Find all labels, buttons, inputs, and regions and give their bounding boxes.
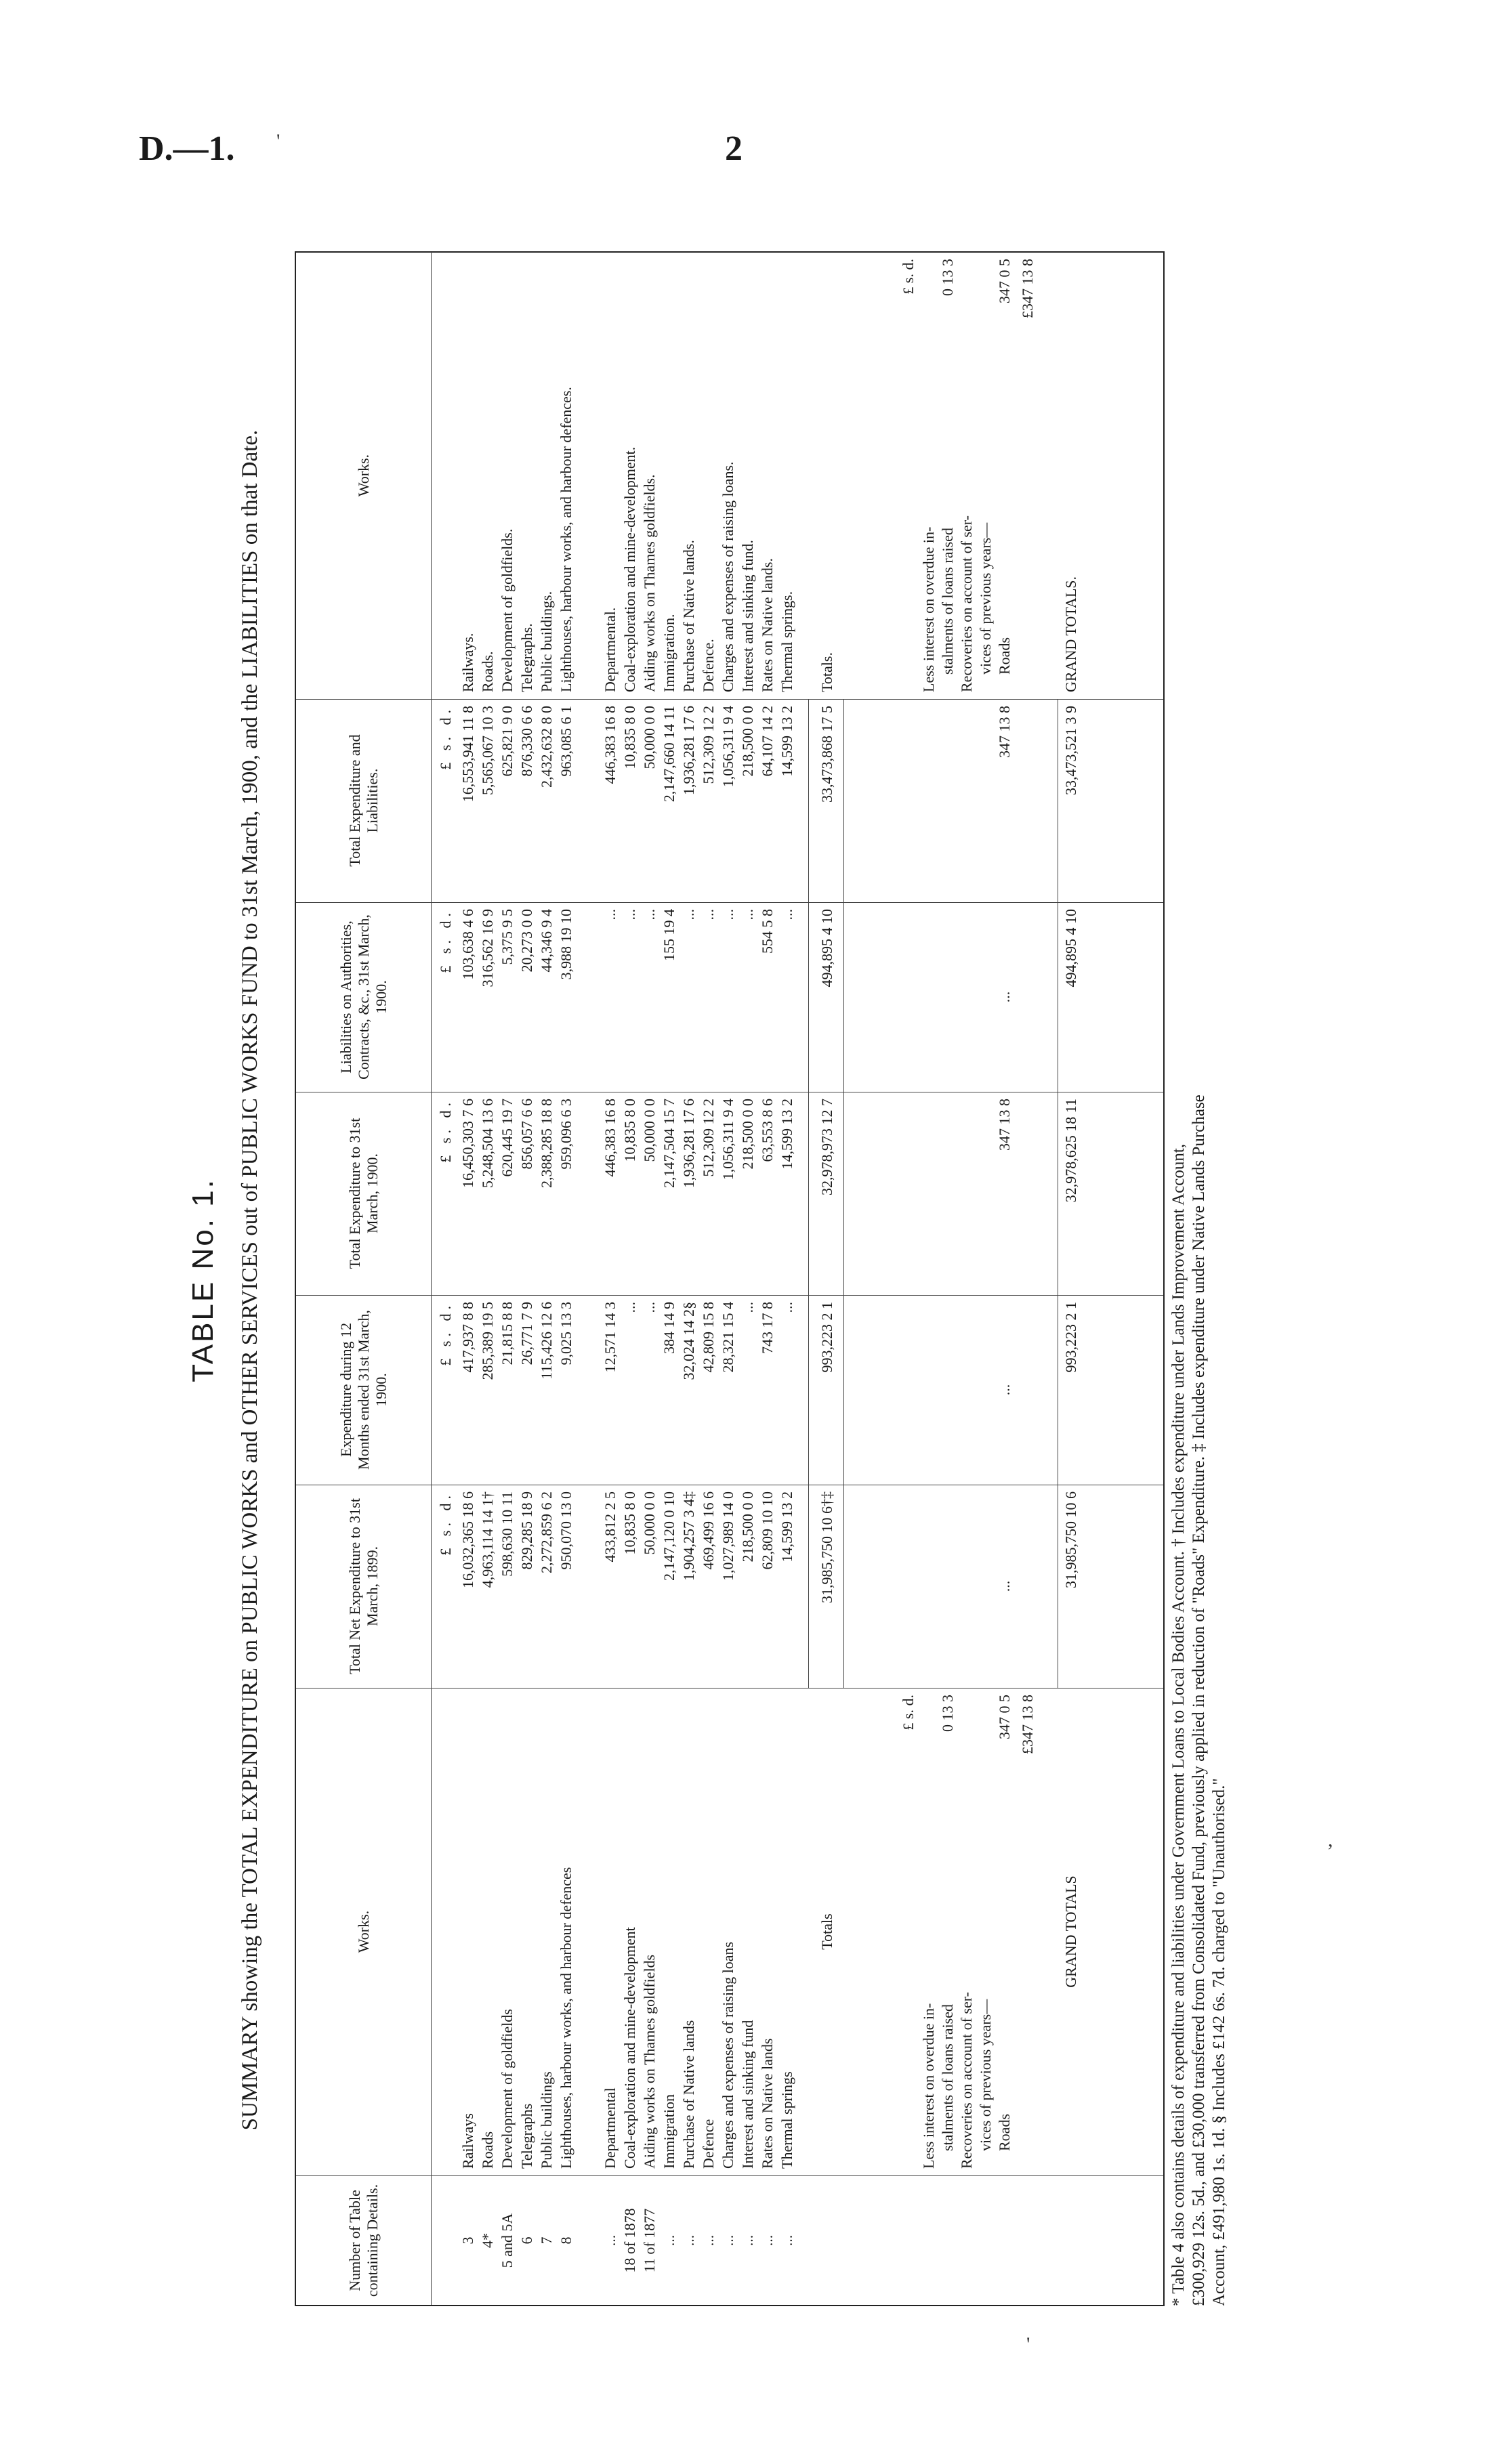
grand-expenditure: 993,223 2 1 <box>1062 1302 1079 1373</box>
works-right-cell: Roads. <box>479 651 496 692</box>
column-expenditure-12-months <box>296 1295 1163 1485</box>
grand-totals-label-right: GRAND TOTALS. <box>1062 576 1079 692</box>
units-label: £ s. d. <box>437 706 454 770</box>
less-total-liab: 347 13 8 <box>996 706 1013 758</box>
liabilities-cell: 20,273 0 0 <box>518 909 535 973</box>
expenditure-12m-cell: ... <box>739 1302 756 1313</box>
less-units: £ s. d. <box>900 259 917 295</box>
less-line: stalments of loans raised <box>939 2004 956 2151</box>
liabilities-cell: ... <box>602 909 619 920</box>
stray-mark: ' <box>276 130 280 152</box>
total-expenditure-cell: 5,248,504 13 6 <box>479 1099 496 1188</box>
column-body <box>432 1092 1163 1295</box>
total-liabilities-cell: 2,432,632 8 0 <box>538 706 555 788</box>
total-liabilities-cell: 1,936,281 17 6 <box>680 706 697 795</box>
totals-liabilities: 494,895 4 10 <box>818 909 835 987</box>
works-right-cell: Coal-exploration and mine-development. <box>621 446 638 692</box>
works-right-cell: Lighthouses, harbour works, and harbour defences. <box>558 387 575 692</box>
stray-mark: ' <box>1026 2333 1030 2356</box>
total-liabilities-cell: 10,835 8 0 <box>621 706 638 769</box>
expenditure-12m-cell: 32,024 14 2§ <box>680 1302 697 1380</box>
total-liabilities-cell: 64,107 14 2 <box>759 706 776 777</box>
table-number-cell: 3 <box>459 2236 476 2245</box>
expenditure-12m-cell: 285,389 19 5 <box>479 1302 496 1380</box>
footnote-line: * Table 4 also contains details of expenditure and liabilities under Government Loans to Local Bodies Account. † Includes expenditure under Lands Improvement Account, <box>1169 1143 1188 2306</box>
less-line: Less interest on overdue in- <box>920 2003 937 2169</box>
total-liabilities-cell: 446,383 16 8 <box>602 706 619 784</box>
net-expenditure-cell: 2,147,120 0 10 <box>661 1491 677 1581</box>
net-expenditure-cell: 2,272,859 6 2 <box>538 1491 555 1573</box>
total-rule <box>843 1092 844 1295</box>
summary-table <box>295 251 1165 2306</box>
footnote-line: £300,929 12s. 5d., and £30,000 transferred from Consolidated Fund, previously applied in reduction of "Roads" Expenditure. ‡ Includes expenditure under Native Lands Purchase <box>1190 1095 1208 2306</box>
totals-label-right: Totals. <box>818 652 835 692</box>
column-header: Works. <box>296 1688 432 2175</box>
column-liabilities <box>296 902 1163 1092</box>
column-header: Expenditure during 12 Months ended 31st March, 1900. <box>296 1295 432 1485</box>
works-right-cell: Departmental. <box>602 607 619 692</box>
total-liabilities-cell: 218,500 0 0 <box>739 706 756 777</box>
less-line: Less interest on overdue in- <box>920 526 937 692</box>
less-total: 347 13 8 <box>996 1099 1013 1151</box>
net-expenditure-cell: 433,812 2 5 <box>602 1491 619 1563</box>
expenditure-12m-cell: 42,809 15 8 <box>700 1302 717 1373</box>
total-expenditure-cell: 50,000 0 0 <box>641 1099 658 1162</box>
column-body <box>432 902 1163 1092</box>
liabilities-cell: ... <box>719 909 736 920</box>
total-expenditure-cell: 16,450,303 7 6 <box>459 1099 476 1188</box>
expenditure-12m-cell: 384 14 9 <box>661 1302 677 1354</box>
total-liabilities-cell: 625,821 9 0 <box>499 706 516 777</box>
total-expenditure-cell: 2,147,504 15 7 <box>661 1099 677 1188</box>
total-liabilities-cell: 876,330 6 6 <box>518 706 535 777</box>
units-label: £ s. d. <box>437 909 454 973</box>
expenditure-12m-cell: 12,571 14 3 <box>602 1302 619 1373</box>
totals-total-liab: 33,473,868 17 5 <box>818 706 835 803</box>
total-expenditure-cell: 1,936,281 17 6 <box>680 1099 697 1188</box>
works-cell: Charges and expenses of raising loans <box>719 1941 736 2169</box>
works-cell: Purchase of Native lands <box>680 2020 697 2169</box>
liabilities-cell: ... <box>641 909 658 920</box>
expenditure-12m-cell: 417,937 8 8 <box>459 1302 476 1373</box>
works-right-cell: Public buildings. <box>538 591 555 692</box>
liabilities-cell: ... <box>700 909 717 920</box>
net-expenditure-cell: 16,032,365 18 6 <box>459 1491 476 1588</box>
works-right-cell: Thermal springs. <box>778 591 795 692</box>
grand-net: 31,985,750 10 6 <box>1062 1491 1079 1588</box>
net-expenditure-cell: 598,630 10 11 <box>499 1491 516 1577</box>
column-header: Total Net Expenditure to 31st March, 1899. <box>296 1485 432 1688</box>
total-expenditure-cell: 14,599 13 2 <box>778 1099 795 1170</box>
units-label: £ s. d. <box>437 1302 454 1366</box>
total-rule <box>843 1485 844 1688</box>
total-liabilities-cell: 512,309 12 2 <box>700 706 717 784</box>
grand-total: 32,978,625 18 11 <box>1062 1099 1079 1203</box>
table-title: TABLE No. 1. <box>186 1178 220 1382</box>
net-expenditure-cell: 829,285 18 9 <box>518 1491 535 1570</box>
expenditure-12m-cell: 743 17 8 <box>759 1302 776 1354</box>
liabilities-cell: ... <box>739 909 756 920</box>
total-expenditure-cell: 512,309 12 2 <box>700 1099 717 1177</box>
page-number: 2 <box>725 129 743 168</box>
total-rule <box>808 1295 809 1485</box>
works-cell: Rates on Native lands <box>759 2038 776 2169</box>
liabilities-cell: 554 5 8 <box>759 909 776 954</box>
works-cell: Interest and sinking fund <box>739 2020 756 2169</box>
total-liabilities-cell: 5,565,067 10 3 <box>479 706 496 795</box>
total-expenditure-cell: 10,835 8 0 <box>621 1099 638 1162</box>
table-number-cell: ... <box>759 2234 776 2247</box>
table-number-cell: 11 of 1877 <box>641 2208 658 2273</box>
works-cell: Telegraphs <box>518 2103 535 2169</box>
total-rule <box>843 1295 844 1485</box>
page-section-label: D.—1. <box>139 129 235 168</box>
column-body <box>432 1295 1163 1485</box>
column-body <box>432 699 1163 902</box>
works-cell: Immigration <box>661 2094 677 2169</box>
column-body <box>432 1688 1163 2175</box>
works-cell: Defence <box>700 2119 717 2169</box>
works-right-cell: Charges and expenses of raising loans. <box>719 461 736 692</box>
works-cell: Public buildings <box>538 2071 555 2169</box>
table-number-cell: ... <box>739 2234 756 2247</box>
column-body <box>432 2176 1163 2305</box>
net-expenditure-cell: 1,904,257 3 4‡ <box>680 1491 697 1581</box>
column-works-right <box>296 252 1163 700</box>
less-line: Roads <box>996 2114 1013 2151</box>
expenditure-12m-cell: 26,771 7 9 <box>518 1302 535 1365</box>
less-value: 0 13 3 <box>939 259 956 296</box>
expenditure-12m-cell: 28,321 15 4 <box>719 1302 736 1373</box>
total-liabilities-cell: 2,147,660 14 11 <box>661 706 677 803</box>
column-header: Works. <box>296 252 432 699</box>
table-number-cell: 18 of 1878 <box>621 2208 638 2273</box>
total-liabilities-cell: 16,553,941 11 8 <box>459 706 476 803</box>
net-expenditure-cell: 14,599 13 2 <box>778 1491 795 1563</box>
units-label: £ s. d. <box>437 1491 454 1556</box>
works-cell: Departmental <box>602 2087 619 2169</box>
column-body <box>432 252 1163 699</box>
expenditure-12m-cell: ... <box>778 1302 795 1313</box>
expenditure-12m-cell: 9,025 13 3 <box>558 1302 575 1365</box>
grand-totals-label: GRAND TOTALS <box>1062 1875 1079 1988</box>
liabilities-cell: 3,988 19 10 <box>558 909 575 980</box>
total-expenditure-cell: 2,388,285 18 8 <box>538 1099 555 1188</box>
net-expenditure-cell: 218,500 0 0 <box>739 1491 756 1563</box>
less-line: Recoveries on account of ser- <box>958 1991 975 2169</box>
total-rule <box>808 1485 809 1688</box>
totals-total: 32,978,973 12 7 <box>818 1099 835 1195</box>
less-dots: ... <box>996 991 1013 1003</box>
expenditure-12m-cell: ... <box>621 1302 638 1313</box>
less-value: 347 0 5 <box>996 259 1013 303</box>
column-header: Liabilities on Authorities, Contracts, &c., 31st March, 1900. <box>296 902 432 1092</box>
table-number-cell: 8 <box>558 2236 575 2245</box>
liabilities-cell: 5,375 9 5 <box>499 909 516 965</box>
net-expenditure-cell: 10,835 8 0 <box>621 1491 638 1555</box>
less-line: stalments of loans raised <box>939 528 956 675</box>
table-number-cell: ... <box>719 2234 736 2247</box>
expenditure-12m-cell: 115,426 12 6 <box>538 1302 555 1380</box>
table-number-cell: 6 <box>518 2236 535 2245</box>
rotated-table-sheet <box>186 193 1243 2367</box>
liabilities-cell: 155 19 4 <box>661 909 677 961</box>
liabilities-cell: 316,562 16 9 <box>479 909 496 987</box>
column-works <box>296 1688 1163 2176</box>
total-expenditure-cell: 959,096 6 3 <box>558 1099 575 1170</box>
less-line: vices of previous years— <box>977 1999 994 2151</box>
liabilities-cell: ... <box>621 909 638 920</box>
less-line: Roads <box>996 637 1013 675</box>
table-number-cell: 4* <box>479 2233 496 2248</box>
less-line: Recoveries on account of ser- <box>958 515 975 692</box>
works-cell: Lighthouses, harbour works, and harbour defences <box>558 1867 575 2169</box>
table-number-cell: ... <box>680 2234 697 2247</box>
works-cell: Roads <box>479 2131 496 2169</box>
table-subtitle: SUMMARY showing the TOTAL EXPENDITURE on PUBLIC WORKS and OTHER SERVICES out of PUBLIC WORKS FUND to 31st March, 1900, and the LIABILITIES on that Date. <box>238 429 262 2131</box>
less-units: £ s. d. <box>900 1695 917 1730</box>
less-line: vices of previous years— <box>977 522 994 675</box>
less-dots: ... <box>996 1384 1013 1396</box>
totals-net: 31,985,750 10 6†‡ <box>818 1491 835 1603</box>
column-total-1900 <box>296 1092 1163 1296</box>
table-number-cell: 5 and 5A <box>499 2213 516 2268</box>
total-liabilities-cell: 50,000 0 0 <box>641 706 658 769</box>
table-number-cell: ... <box>602 2234 619 2247</box>
total-rule <box>843 902 844 1092</box>
works-right-cell: Purchase of Native lands. <box>680 540 697 692</box>
less-dots: ... <box>996 1580 1013 1592</box>
less-sum: £347 13 8 <box>1019 1695 1036 1754</box>
net-expenditure-cell: 62,809 10 10 <box>759 1491 776 1570</box>
works-right-cell: Defence. <box>700 639 717 692</box>
totals-label: Totals <box>818 1913 835 1950</box>
works-right-cell: Rates on Native lands. <box>759 558 776 692</box>
liabilities-cell: 44,346 9 4 <box>538 909 555 973</box>
total-expenditure-cell: 620,445 19 7 <box>499 1099 516 1177</box>
less-value: 347 0 5 <box>996 1695 1013 1739</box>
net-expenditure-cell: 469,499 16 6 <box>700 1491 717 1570</box>
stray-mark: , <box>1328 1829 1333 1851</box>
total-rule <box>808 699 809 902</box>
liabilities-cell: 103,638 4 6 <box>459 909 476 980</box>
table-number-cell: ... <box>700 2234 717 2247</box>
total-expenditure-cell: 856,057 6 6 <box>518 1099 535 1170</box>
footnotes <box>1169 254 1230 2306</box>
units-label: £ s. d. <box>437 1099 454 1163</box>
total-rule <box>843 699 844 902</box>
column-total-and-liabilities <box>296 699 1163 903</box>
works-cell: Coal-exploration and mine-development <box>621 1927 638 2169</box>
net-expenditure-cell: 4,963,114 14 1† <box>479 1491 496 1588</box>
works-right-cell: Immigration. <box>661 614 677 692</box>
net-expenditure-cell: 1,027,989 14 0 <box>719 1491 736 1581</box>
works-cell: Development of goldfields <box>499 2009 516 2169</box>
liabilities-cell: ... <box>778 909 795 920</box>
table-number-cell: ... <box>661 2234 677 2247</box>
less-sum: £347 13 8 <box>1019 259 1036 318</box>
expenditure-12m-cell: 21,815 8 8 <box>499 1302 516 1365</box>
net-expenditure-cell: 950,070 13 0 <box>558 1491 575 1570</box>
grand-liabilities: 494,895 4 10 <box>1062 909 1079 987</box>
expenditure-12m-cell: ... <box>641 1302 658 1313</box>
grand-total-liab: 33,473,521 3 9 <box>1062 706 1079 795</box>
works-right-cell: Development of goldfields. <box>499 528 516 692</box>
column-header: Number of Table containing Details. <box>296 2176 432 2305</box>
total-liabilities-cell: 1,056,311 9 4 <box>719 706 736 788</box>
totals-expenditure: 993,223 2 1 <box>818 1302 835 1373</box>
works-right-cell: Railways. <box>459 633 476 692</box>
table-number-cell: 7 <box>538 2236 555 2245</box>
footnote-line: Account, £491,980 1s. 1d. § Includes £142 6s. 7d. charged to "Unauthorised." <box>1210 1778 1228 2306</box>
less-value: 0 13 3 <box>939 1695 956 1732</box>
column-table-number <box>296 2176 1163 2305</box>
works-right-cell: Telegraphs. <box>518 623 535 692</box>
column-net-1899 <box>296 1485 1163 1688</box>
total-liabilities-cell: 14,599 13 2 <box>778 706 795 777</box>
total-expenditure-cell: 1,056,311 9 4 <box>719 1099 736 1181</box>
total-liabilities-cell: 963,085 6 1 <box>558 706 575 777</box>
total-expenditure-cell: 218,500 0 0 <box>739 1099 756 1170</box>
net-expenditure-cell: 50,000 0 0 <box>641 1491 658 1555</box>
works-cell: Thermal springs <box>778 2071 795 2169</box>
total-expenditure-cell: 63,553 8 6 <box>759 1099 776 1162</box>
liabilities-cell: ... <box>680 909 697 920</box>
total-rule <box>808 1092 809 1295</box>
column-body <box>432 1485 1163 1688</box>
column-header: Total Expenditure and Liabilities. <box>296 699 432 902</box>
table-number-cell: ... <box>778 2234 795 2247</box>
column-header: Total Expenditure to 31st March, 1900. <box>296 1092 432 1295</box>
works-cell: Aiding works on Thames goldfields <box>641 1954 658 2169</box>
total-expenditure-cell: 446,383 16 8 <box>602 1099 619 1177</box>
total-rule <box>808 902 809 1092</box>
works-cell: Railways <box>459 2113 476 2169</box>
works-right-cell: Aiding works on Thames goldfields. <box>641 474 658 692</box>
works-right-cell: Interest and sinking fund. <box>739 540 756 692</box>
